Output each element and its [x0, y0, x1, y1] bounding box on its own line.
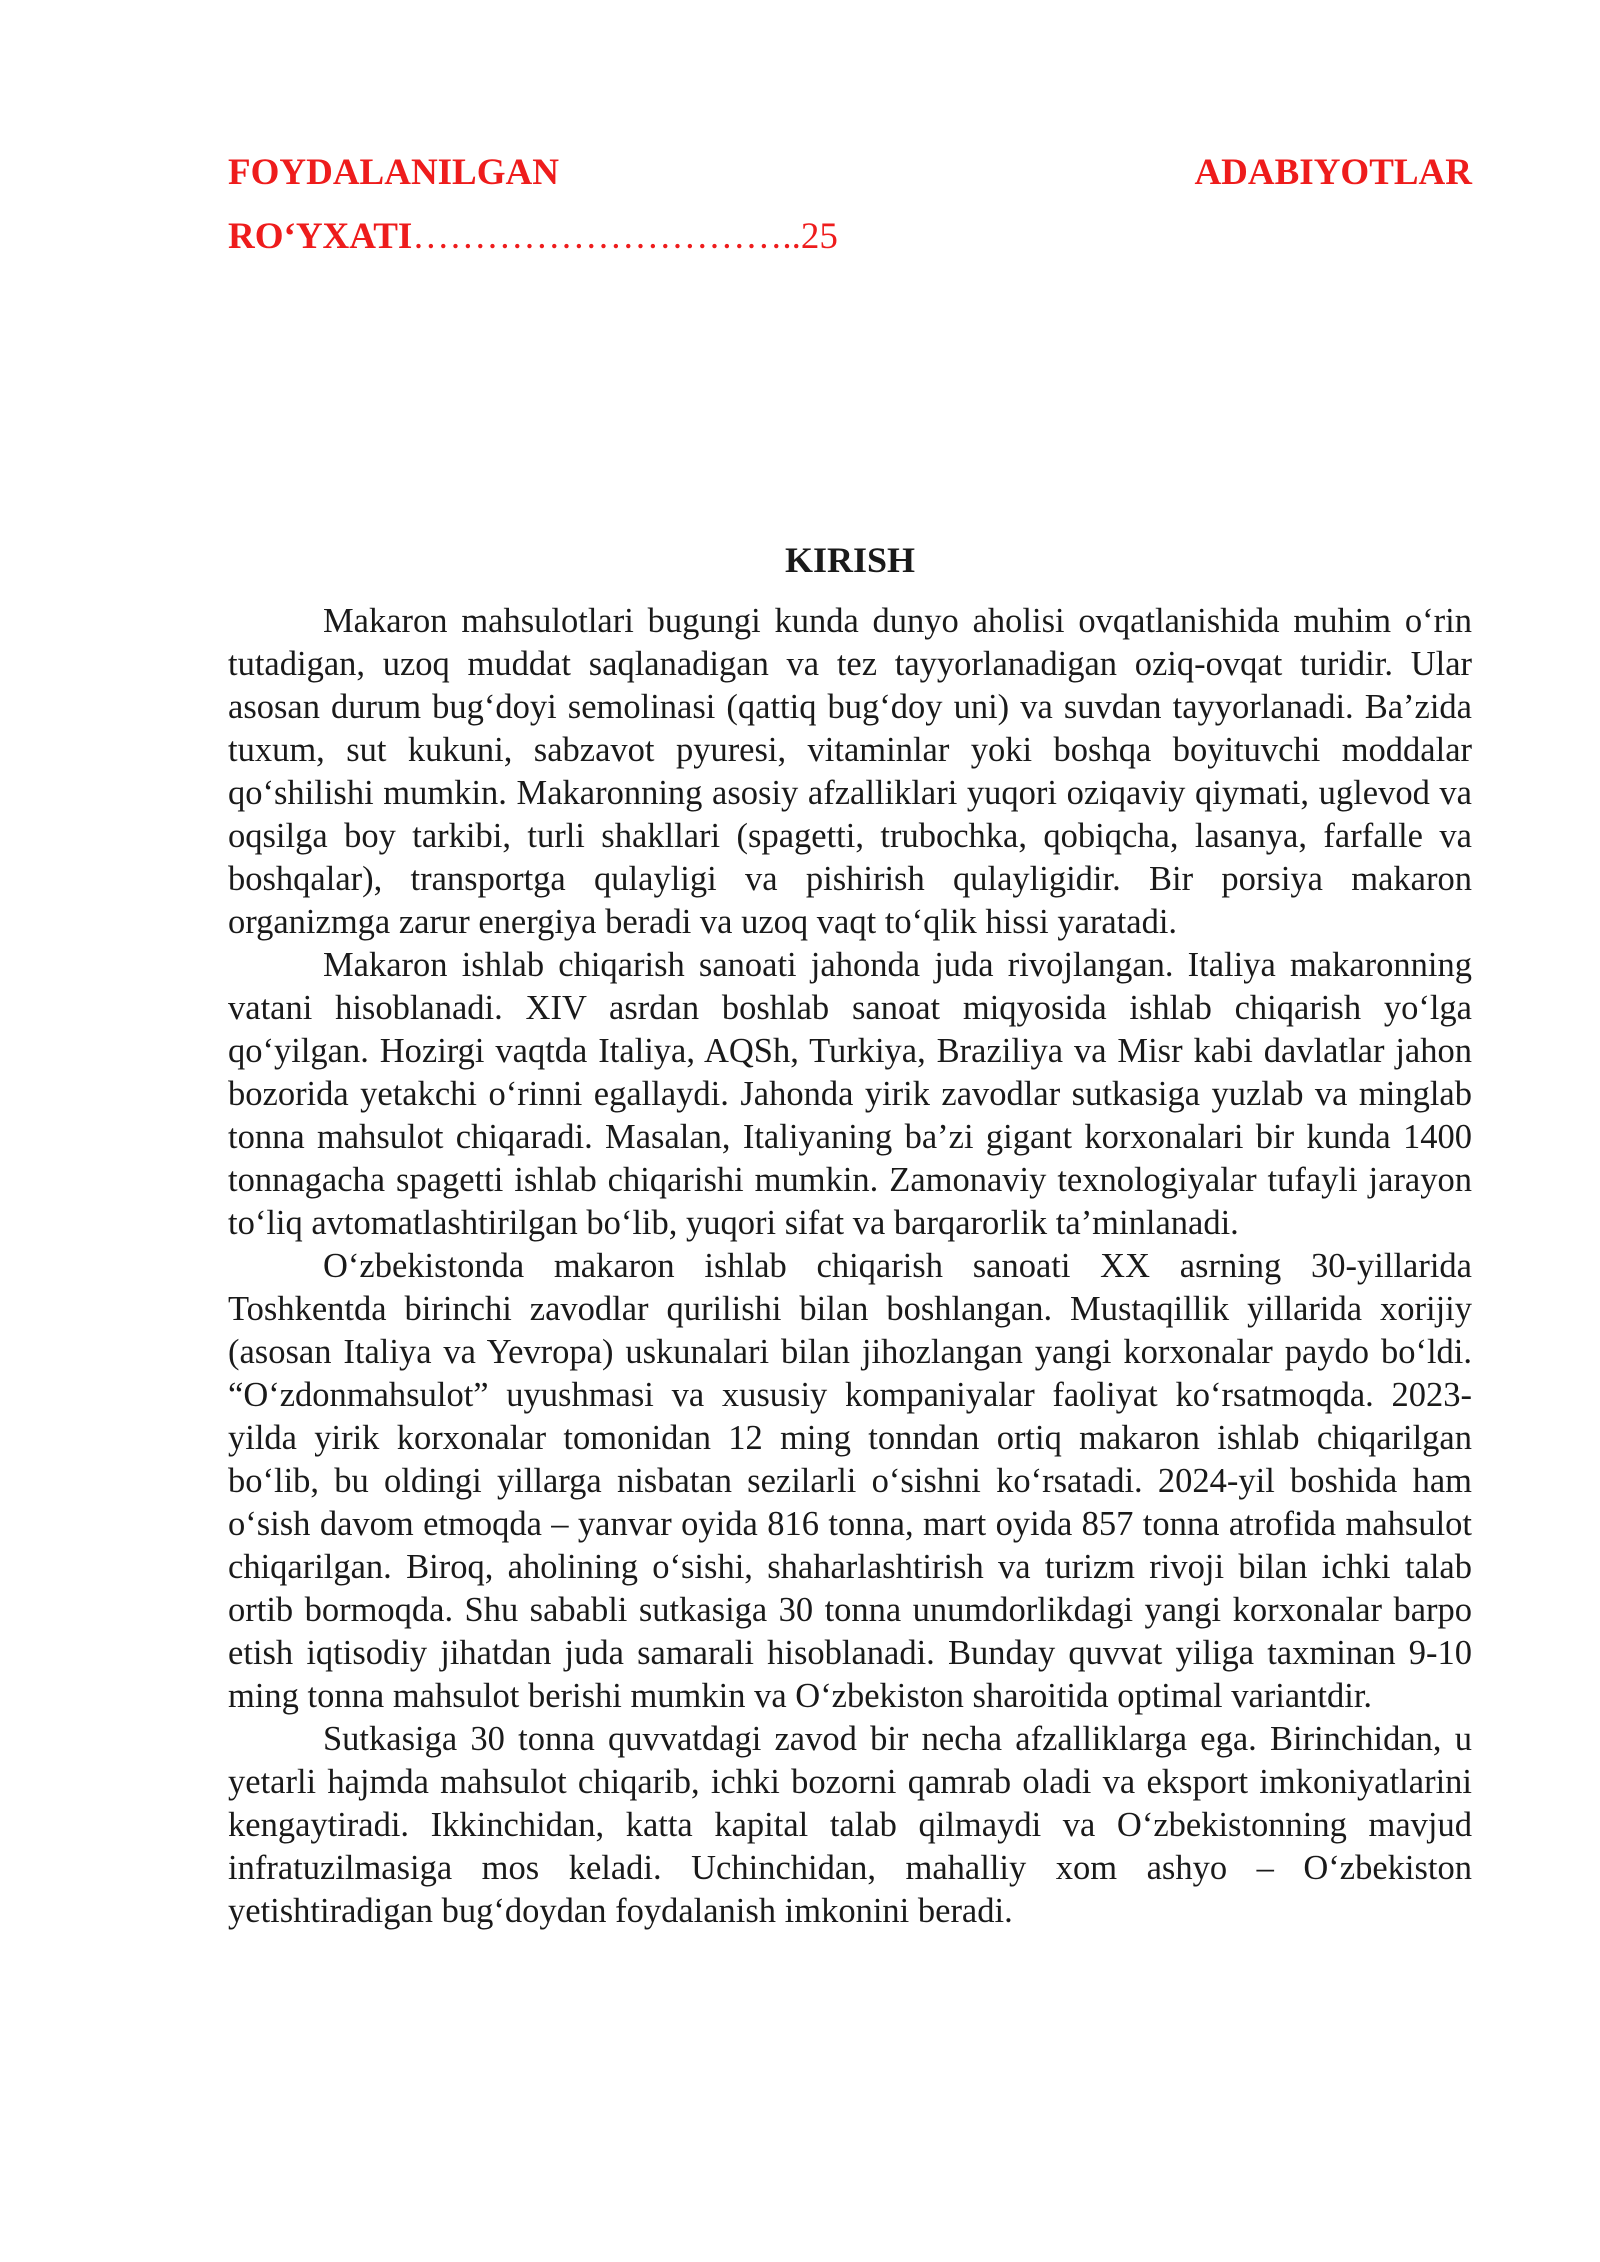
- section-heading: KIRISH: [784, 540, 916, 580]
- toc-entry-title-start: FOYDALANILGAN: [228, 152, 559, 193]
- body-text: [228, 600, 1472, 1933]
- paragraph: Makaron mahsulotlari bugungi kunda dunyo aholisi ovqatlanishida muhim o‘rin tutadigan, uzoq muddat saqlanadigan va tez tayyorlanadigan oziq-ovqat turidir. Ular asosan durum bug‘doyi semolinasi (qattiq bug‘doy uni) va suvdan tayyorlanadi. Ba’zida tuxum, sut kukuni, sabzavot pyuresi, vitaminlar yoki boshqa boyituvchi moddalar qo‘shilishi mumkin. Makaronning asosiy afzalliklari yuqori oziqaviy qiymati, uglevod va oqsilga boy tarkibi, turli shakllari (spagetti, trubochka, qobiqcha, lasanya, farfalle va boshqalar), transportga qulayligi va pishirish qulayligidir. Bir porsiya makaron organizmga zarur energiya beradi va uzoq vaqt to‘qlik hissi yaratadi.: [228, 602, 1472, 941]
- toc-entry-title-cont: RO‘YXATI: [228, 216, 413, 257]
- toc-entry[interactable]: [228, 148, 1472, 198]
- paragraph: Makaron ishlab chiqarish sanoati jahonda juda rivojlangan. Italiya makaronning vatani hisoblanadi. XIV asrdan boshlab sanoat miqyosida ishlab chiqarish yo‘lga qo‘yilgan. Hozirgi vaqtda Italiya, AQSh, Turkiya, Braziliya va Misr kabi davlatlar jahon bozorida yetakchi o‘rinni egallaydi. Jahonda yirik zavodlar sutkasiga yuzlab va minglab tonna mahsulot chiqaradi. Masalan, Italiyaning ba’zi gigant korxonalari bir kunda 1400 tonnagacha spagetti ishlab chiqarishi mumkin. Zamonaviy texnologiyalar tufayli jarayon to‘liq avtomatlashtirilgan bo‘lib, yuqori sifat va barqarorlik ta’minlanadi.: [228, 946, 1472, 1242]
- paragraph: O‘zbekistonda makaron ishlab chiqarish sanoati XX asrning 30-yillarida Toshkentda birinchi zavodlar qurilishi bilan boshlangan. Mustaqillik yillarida xorijiy (asosan Italiya va Yevropa) uskunalari bilan jihozlangan yangi korxonalar paydo bo‘ldi. “O‘zdonmahsulot” uyushmasi va xususiy kompaniyalar faoliyat ko‘rsatmoqda. 2023-yilda yirik korxonalar tomonidan 12 ming tonndan ortiq makaron ishlab chiqarilgan bo‘lib, bu oldingi yillarga nisbatan sezilarli o‘sishni ko‘rsatadi. 2024-yil boshida ham o‘sish davom etmoqda – yanvar oyida 816 tonna, mart oyida 857 tonna atrofida mahsulot chiqarilgan. Biroq, aholining o‘sishi, shaharlashtirish va turizm rivoji bilan ichki talab ortib bormoqda. Shu sababli sutkasiga 30 tonna unumdorlikdagi yangi korxonalar barpo etish iqtisodiy jihatdan juda samarali hisoblanadi. Bunday quvvat yiliga taxminan 9-10 ming tonna mahsulot berishi mumkin va O‘zbekiston sharoitida optimal variantdir.: [228, 1247, 1472, 1715]
- paragraph: Sutkasiga 30 tonna quvvatdagi zavod bir necha afzalliklarga ega. Birinchidan, u yetarli hajmda mahsulot chiqarib, ichki bozorni qamrab oladi va eksport imkoniyatlarini kengaytiradi. Ikkinchidan, katta kapital talab qilmaydi va O‘zbekistonning mavjud infratuzilmasiga mos keladi. Uchinchidan, mahalliy xom ashyo – O‘zbekiston yetishtiradigan bug‘doydan foydalanish imkonini beradi.: [228, 1720, 1472, 1930]
- toc-leader-dots: …………………………..: [412, 216, 801, 257]
- toc-entry-continuation[interactable]: [228, 212, 838, 262]
- toc-entry-title-end: ADABIYOTLAR: [1194, 152, 1472, 193]
- toc-page-number: 25: [800, 216, 838, 257]
